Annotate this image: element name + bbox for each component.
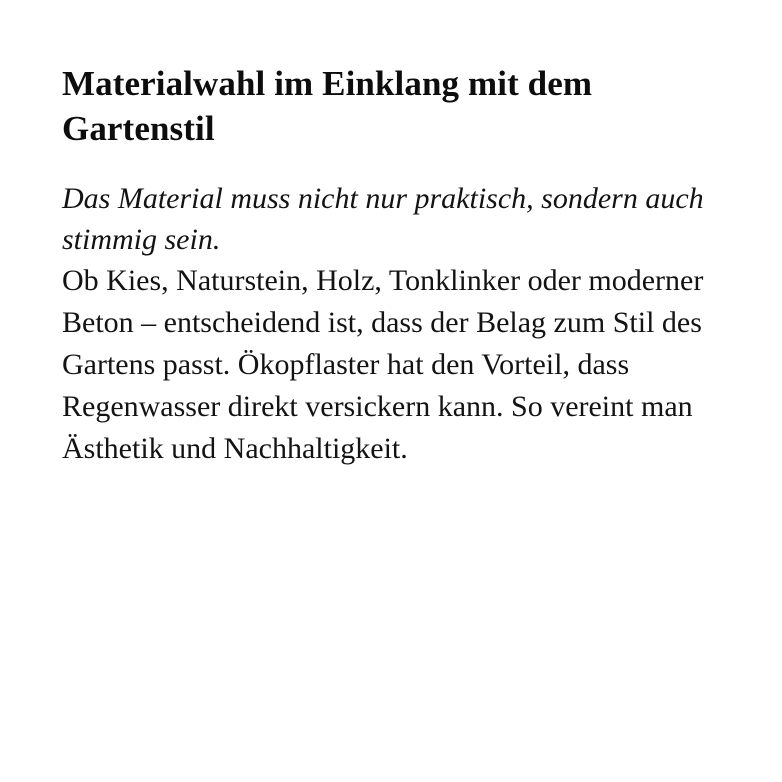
article-body-paragraph: Ob Kies, Naturstein, Holz, Tonklinker oder moderner Beton – entscheidend ist, dass der Belag zum Stil des Gartens passt. Ökopflaster hat den Vorteil, dass Regenwasser direkt versickern kann. So vereint man Ästhetik und Nachhaltigkeit. [62,264,704,466]
page-title: Materialwahl im Einklang mit dem Gartenstil [62,64,593,148]
article-lead-paragraph: Das Material muss nicht nur praktisch, sondern auch stimmig sein. [62,181,704,256]
